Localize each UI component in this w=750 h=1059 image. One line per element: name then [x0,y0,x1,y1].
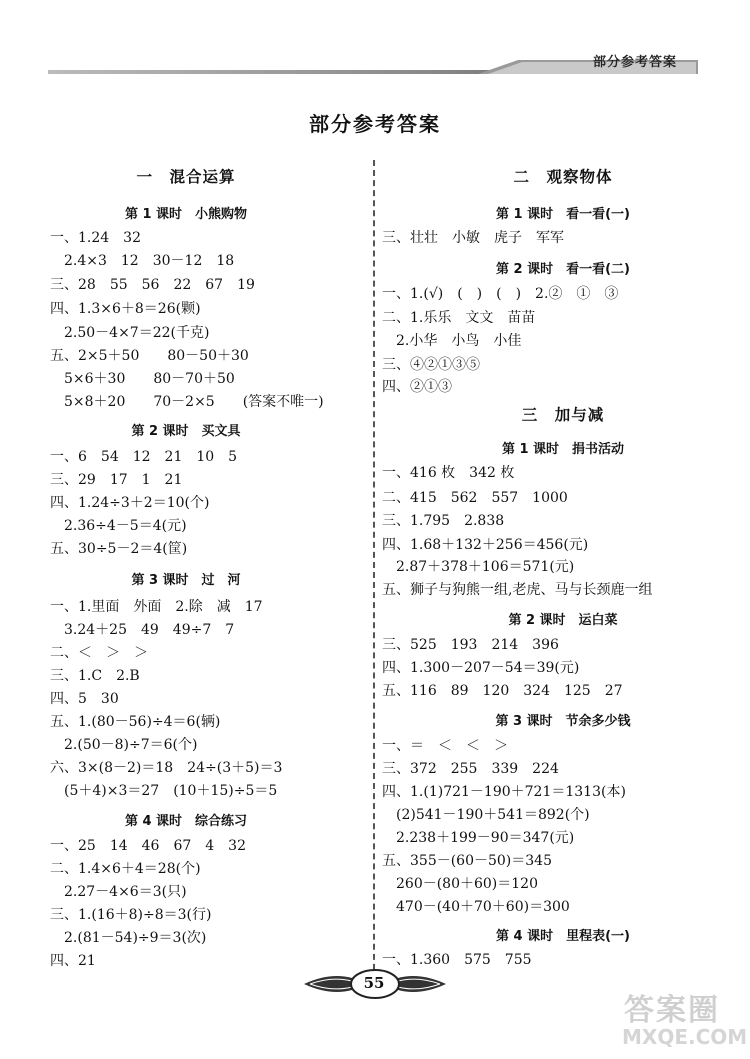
page-title: 部分参考答案 [309,112,441,136]
answer-line: 一、1.24 32 [50,230,141,246]
section-title-add-subtract: 三 加与减 [521,406,605,424]
watermark-logo: 答案圈 [624,993,720,1028]
answer-line: 五、2×5＋50 80－50＋30 [50,348,249,364]
answer-line: 三、1.(16＋8)÷8＝3(行) [50,907,212,923]
answer-line: 二、＜ ＞ ＞ [50,645,148,661]
answer-line: 三、1.C 2.B [50,668,140,684]
answer-line: 一、6 54 12 21 10 5 [50,449,238,465]
answer-line: 四、1.3×6＋8＝26(颗) [50,301,201,317]
answer-line: 2.(50－8)÷7＝6(个) [50,737,198,753]
answer-line: 二、1.4×6＋4＝28(个) [50,861,201,877]
answer-line: 四、1.300－207－54＝39(元) [382,660,580,676]
answer-line: 六、3×(8－2)＝18 24÷(3＋5)＝3 [50,760,283,776]
answer-line: 五、狮子与狗熊一组,老虎、马与长颈鹿一组 [382,582,653,598]
answer-line: 二、415 562 557 1000 [382,490,568,506]
answer-line: 一、＝ ＜ ＜ ＞ [382,738,508,754]
answer-line: 五、30÷5－2＝4(筐) [50,541,188,557]
answer-line: 5×6＋30 80－70＋50 [50,371,235,387]
answer-line: 三、525 193 214 396 [382,637,559,653]
answer-line: 三、壮壮 小敏 虎子 军军 [382,230,564,246]
answer-line: 2.238＋199－90＝347(元) [382,830,575,846]
lesson-title: 第 4 课时 里程表(一) [496,929,630,944]
answer-line: 5×8＋20 70－2×5 (答案不唯一) [50,394,324,410]
answer-line: 三、1.795 2.838 [382,513,505,529]
page-number: 55 [363,974,385,992]
answer-line: 2.27－4×6＝3(只) [50,884,187,900]
answer-line: (2)541－190＋541＝892(个) [382,807,590,823]
answer-line: 五、116 89 120 324 125 27 [382,683,623,699]
answer-line: 四、1.24÷3＋2＝10(个) [50,495,210,511]
answer-line: 四、②①③ [382,379,452,395]
lesson-title: 第 2 课时 买文具 [131,424,241,439]
section-title-mixed-operations: 一 混合运算 [136,168,236,186]
answer-line: 2.4×3 12 30－12 18 [50,253,235,269]
answer-line: 260－(80＋60)＝120 [382,876,538,892]
answer-line: 四、1.68＋132＋256＝456(元) [382,537,589,553]
lesson-title: 第 2 课时 看一看(二) [496,262,630,277]
answer-line: 一、1.里面 外面 2.除 减 17 [50,599,263,615]
answer-line: 一、1.360 575 755 [382,952,532,968]
answer-line: 2.50－4×7＝22(千克) [50,325,210,341]
answer-line: 三、372 255 339 224 [382,761,559,777]
answer-line: 3.24＋25 49 49÷7 7 [50,622,235,638]
answer-line: 一、416 枚 342 枚 [382,465,515,481]
answer-line: 三、29 17 1 21 [50,472,183,488]
lesson-title: 第 1 课时 捐书活动 [501,442,625,457]
section-title-observe-objects: 二 观察物体 [513,168,613,186]
watermark [618,985,748,1057]
answer-line: (5＋4)×3＝27 (10＋15)÷5＝5 [50,783,278,799]
header-tab-label: 部分参考答案 [592,55,677,70]
answer-line: 四、5 30 [50,691,119,707]
answer-line: 2.36÷4－5＝4(元) [50,518,187,534]
watermark-url: MXQE.COM [622,1025,748,1049]
lesson-title: 第 4 课时 综合练习 [124,814,248,829]
lesson-title: 第 1 课时 小熊购物 [124,207,248,222]
answer-line: 三、④②①③⑤ [382,357,480,373]
lesson-title: 第 1 课时 看一看(一) [496,207,630,222]
answer-line: 四、21 [50,953,96,969]
answer-line: 一、1.(√) ( ) ( ) 2.② ① ③ [382,286,619,302]
answer-line: 2.(81－54)÷9＝3(次) [50,930,207,946]
answer-line: 一、25 14 46 67 4 32 [50,838,246,854]
answer-line: 五、355－(60－50)＝345 [382,853,552,869]
lesson-title: 第 3 课时 过 河 [131,573,241,588]
answer-line: 470－(40＋70＋60)＝300 [382,899,570,915]
answer-line: 四、1.(1)721－190＋721＝1313(本) [382,784,626,800]
answer-line: 2.87＋378＋106＝571(元) [382,559,575,575]
answer-line: 五、1.(80－56)÷4＝6(辆) [50,714,221,730]
answer-line: 三、28 55 56 22 67 19 [50,277,255,293]
lesson-title: 第 2 课时 运白菜 [508,613,618,628]
answer-line: 二、1.乐乐 文文 苗苗 [382,310,536,326]
lesson-title: 第 3 课时 节余多少钱 [495,714,631,729]
answer-line: 2.小华 小鸟 小佳 [382,333,522,349]
column-divider [373,160,375,990]
